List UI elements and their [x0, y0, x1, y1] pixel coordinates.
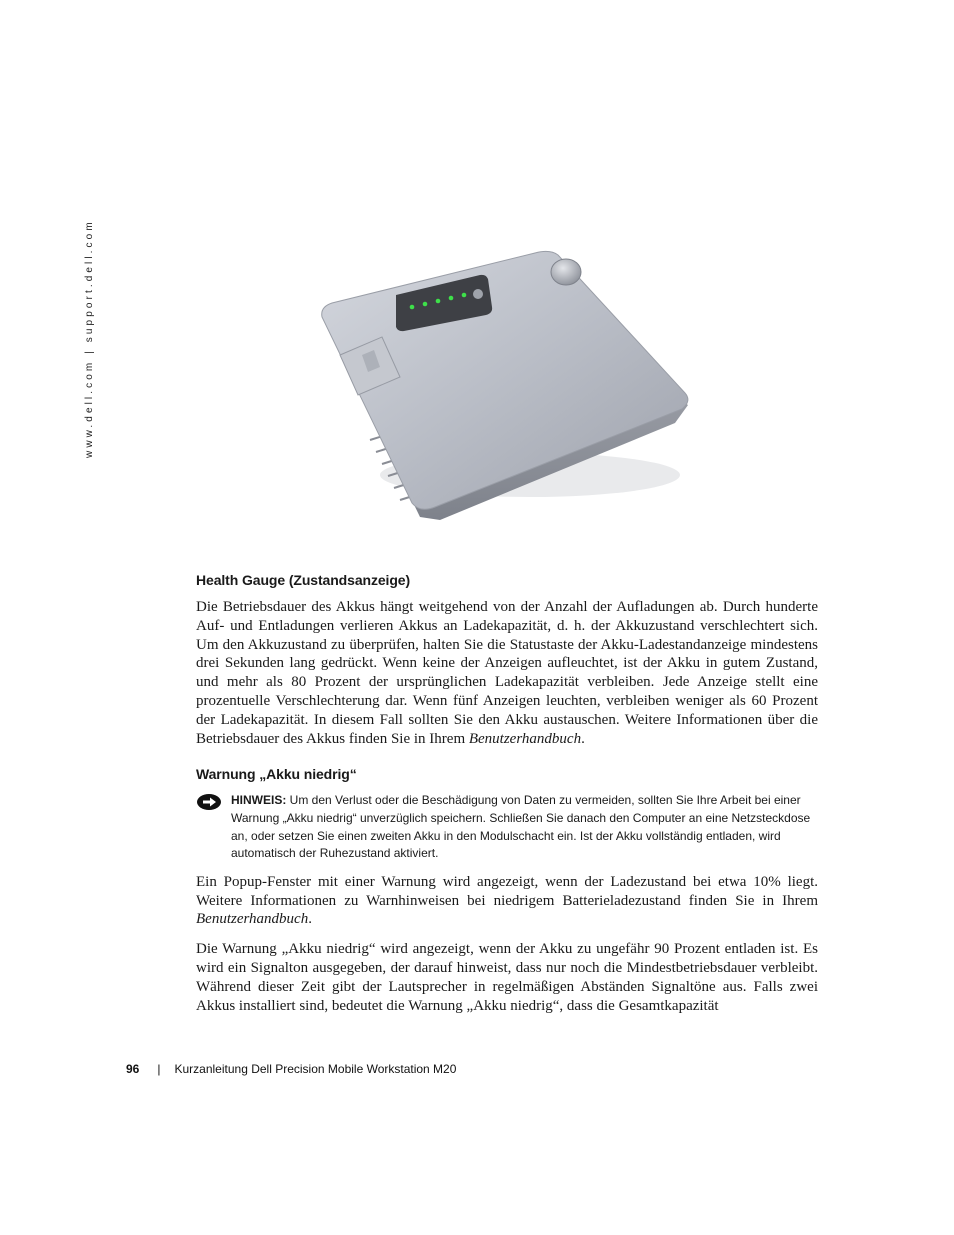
battery-image [300, 245, 700, 535]
battery-icon [300, 245, 700, 535]
main-content [196, 572, 818, 1026]
page-number: 96 [126, 1062, 140, 1076]
notice-box [196, 792, 818, 862]
paragraph-low-battery: Die Warnung „Akku niedrig“ wird angezeigt, wenn der Akku zu ungefähr 90 Prozent entladen ist. Es wird ein Signalton ausgegeben, der darauf hinweist, dass nur noch die Mindestbetriebsdauer verbleibt. Während dieser Zeit gibt der Lautsprecher in regelmäßigen Abständen Signaltöne aus. Falls zwei Akkus installiert sind, bedeutet die Warnung „Akku niedrig“, dass die Gesamtkapazität [196, 941, 818, 1014]
paragraph-popup-warning: Ein Popup-Fenster mit einer Warnung wird angezeigt, wenn der Ladezustand bei etwa 10% liegt. Weitere Informationen zu Warnhinweisen bei niedrigem Batterieladezustand finden Sie in Ihrem Benutzerhandbuch. [196, 873, 818, 928]
page-footer [126, 1062, 456, 1076]
notice-arrow-icon [196, 793, 222, 816]
notice-label: HINWEIS: [231, 793, 287, 808]
section-heading-health-gauge: Health Gauge (Zustandsanzeige) [196, 572, 411, 588]
footer-title: Kurzanleitung Dell Precision Mobile Workstation M20 [174, 1062, 457, 1076]
paragraph-health-gauge: Die Betriebsdauer des Akkus hängt weitgehend von der Anzahl der Aufladungen ab. Durch hunderte Auf- und Entladungen verlieren Akkus an Ladekapazität, d. h. der Akkuzustand verschlechtert sich. Um den Akkuzustand zu überprüfen, halten Sie die Statustaste der Akku-Ladestandanzeige mindestens drei Sekunden lang gedrückt. Wenn keine der Anzeigen aufleuchtet, ist der Akku in gutem Zustand, und mehr als 80 Prozent der ursprünglichen Ladekapazität verbleiben. Jede Anzeige stellt eine prozentuelle Verschlechterung dar. Wenn fünf Anzeigen leuchten, verbleiben weniger als 60 Prozent der Ladekapazität. In diesem Fall sollten Sie den Akku austauschen. Weitere Informationen über die Betriebsdauer des Akkus finden Sie in Ihrem Benutzerhandbuch. [196, 599, 818, 747]
side-url: www.dell.com | support.dell.com [84, 219, 95, 458]
section-heading-low-battery: Warnung „Akku niedrig“ [196, 766, 357, 783]
footer-separator: | [157, 1062, 161, 1076]
notice-text: HINWEIS: Um den Verlust oder die Beschädigung von Daten zu vermeiden, sollten Sie Ihre Arbeit bei einer Warnung „Akku niedrig“ unverzüglich speichern. Schließen Sie danach den Computer an eine Netzsteckdose an, oder setzen Sie einen zweiten Akku in den Modulschacht ein. Ist der Akku vollständig entladen, wird automatisch der Ruhezustand aktiviert. [231, 793, 811, 861]
